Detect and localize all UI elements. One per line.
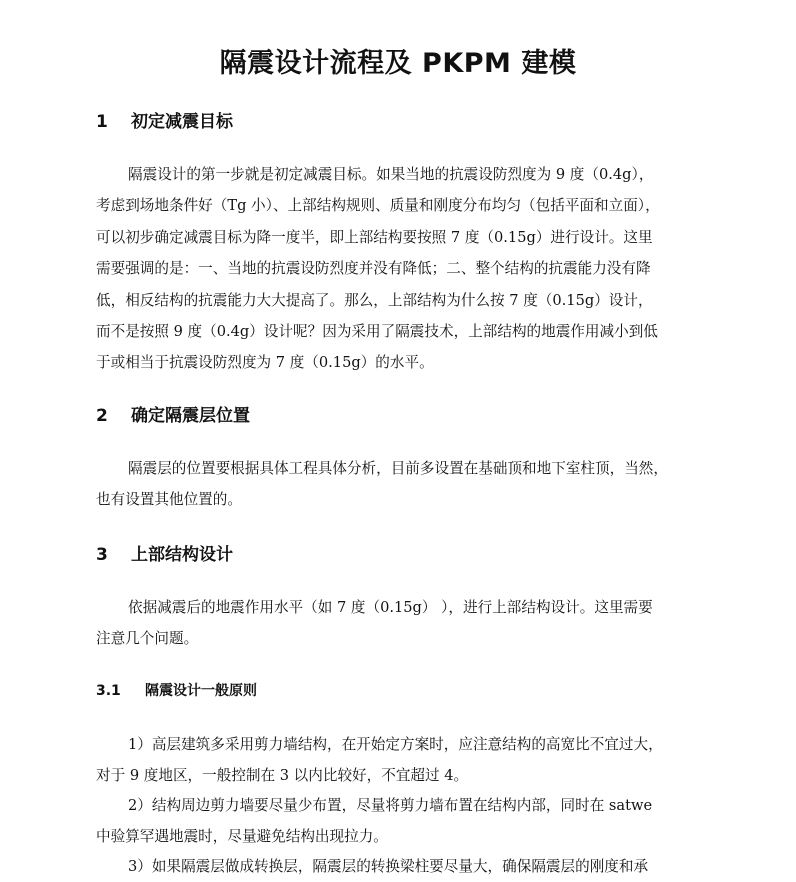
text-line: 1）高层建筑多采用剪力墙结构，在开始定方案时，应注意结构的高宽比不宜过大，: [128, 736, 663, 753]
list-item-3: [96, 851, 701, 882]
section-heading-2: [96, 404, 250, 428]
text-line: 于或相当于抗震设防烈度为 7 度（0.15g）的水平。: [96, 354, 434, 372]
section-1-paragraph: [96, 159, 701, 379]
text-line: 隔震层的位置要根据具体工程具体分析，目前多设置在基础顶和地下室柱顶，当然，: [128, 460, 668, 477]
document-title: 隔震设计流程及 PKPM 建模: [219, 48, 577, 79]
text-line: 对于 9 度地区，一般控制在 3 以内比较好，不宜超过 4。: [96, 767, 469, 785]
text-line: 低，相反结构的抗震能力大大提高了。那么，上部结构为什么按 7 度（0.15g）设计，: [96, 291, 653, 309]
section-title: 上部结构设计: [131, 545, 233, 565]
section-3-paragraph: [96, 592, 701, 655]
text-line: 3）如果隔震层做成转换层，隔震层的转换梁柱要尽量大，确保隔震层的刚度和承: [128, 858, 649, 875]
section-2-paragraph: [96, 453, 701, 516]
subsection-title: 隔震设计一般原则: [145, 683, 257, 699]
text-line: 可以初步确定减震目标为降一度半，即上部结构要按照 7 度（0.15g）进行设计。这里: [96, 228, 653, 246]
section-heading-3: [96, 543, 233, 567]
text-line: 注意几个问题。: [96, 630, 199, 648]
text-line: 考虑到场地条件好（Tg 小）、上部结构规则、质量和刚度分布均匀（包括平面和立面），: [96, 197, 660, 215]
text-line: 也有设置其他位置的。: [96, 491, 242, 509]
section-heading-1: [96, 110, 233, 134]
section-title: 确定隔震层位置: [131, 406, 250, 426]
subsection-heading-3-1: [96, 681, 257, 701]
text-line: 2）结构周边剪力墙要尽量少布置，尽量将剪力墙布置在结构内部，同时在 satwe: [128, 797, 653, 814]
subsection-number: 3.1: [96, 683, 121, 699]
section-number: 2: [96, 406, 108, 426]
text-line: 需要强调的是：一、当地的抗震设防烈度并没有降低；二、整个结构的抗震能力没有降: [96, 260, 651, 278]
section-title: 初定减震目标: [131, 112, 233, 132]
text-line: 中验算罕遇地震时，尽量避免结构出现拉力。: [96, 828, 388, 846]
list-item-2: [96, 790, 701, 853]
list-item-1: [96, 729, 701, 792]
text-line: 依据减震后的地震作用水平（如 7 度（0.15g） ），进行上部结构设计。这里需要: [128, 599, 653, 616]
section-number: 3: [96, 545, 108, 565]
text-line: 隔震设计的第一步就是初定减震目标。如果当地的抗震设防烈度为 9 度（0.4g），: [128, 166, 654, 183]
text-line: 而不是按照 9 度（0.4g）设计呢？因为采用了隔震技术，上部结构的地震作用减小到低: [96, 323, 658, 341]
section-number: 1: [96, 112, 108, 132]
